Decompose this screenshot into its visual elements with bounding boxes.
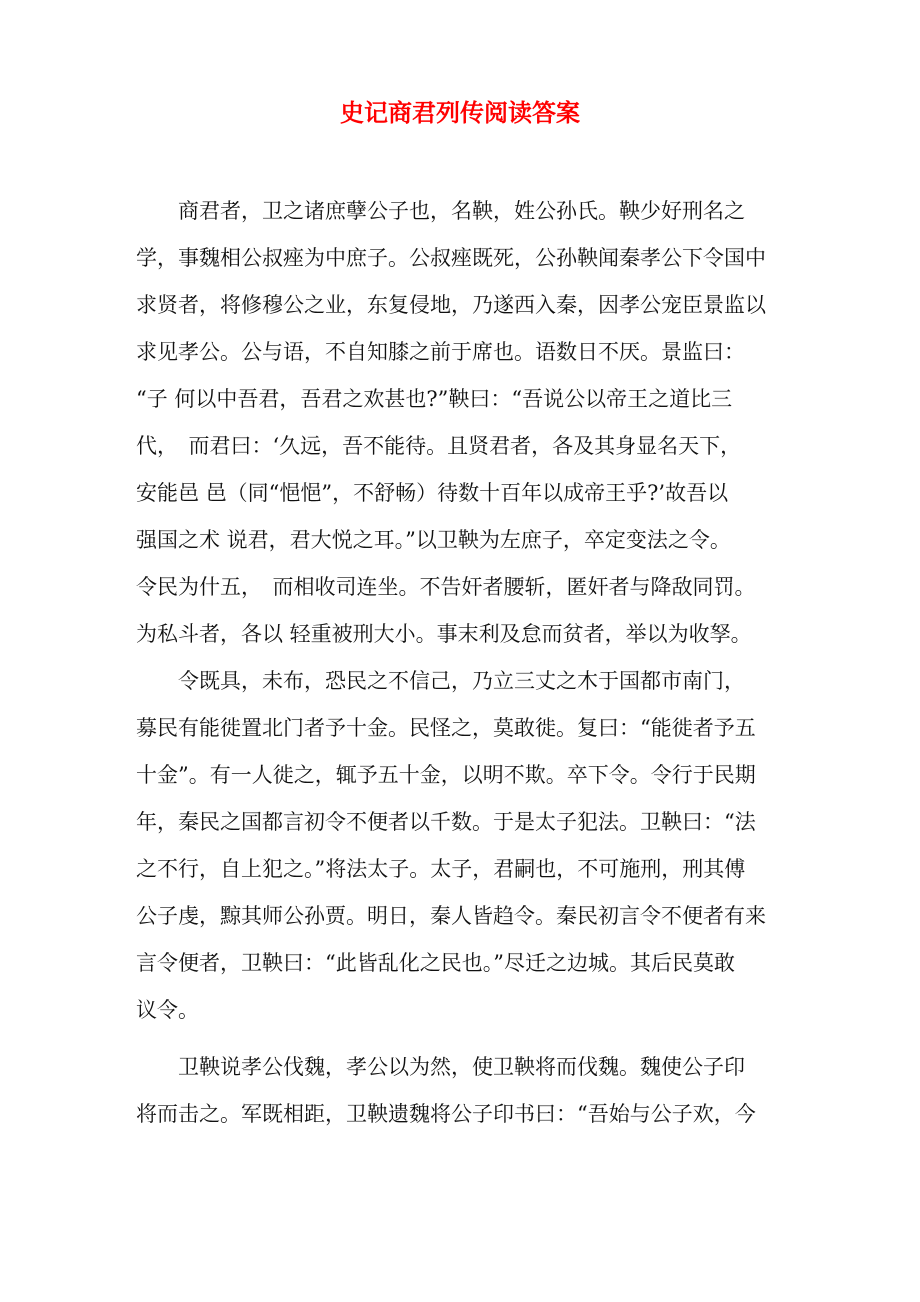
document-body bbox=[136, 188, 786, 1138]
paragraph-2 bbox=[136, 658, 786, 1034]
text-line: 议令。 bbox=[136, 998, 199, 1022]
text-line: 安能邑 邑（同“悒悒”，不舒畅）待数十百年以成帝王乎?’故吾以 bbox=[136, 481, 729, 505]
text-line: 令民为什五， 而相收司连坐。不告奸者腰斩，匿奸者与降敌同罚。 bbox=[136, 575, 756, 599]
text-line: 求贤者，将修穆公之业，东复侵地，乃遂西入秦，因孝公宠臣景监以 bbox=[136, 293, 766, 317]
text-line: 募民有能徙置北门者予十金。民怪之，莫敢徙。复曰：“能徙者予五 bbox=[136, 716, 756, 740]
text-line: 将而击之。军既相距，卫鞅遗魏将公子印书曰：“吾始与公子欢，今 bbox=[136, 1102, 756, 1126]
text-line: 商君者，卫之诸庶孽公子也，名鞅，姓公孙氏。鞅少好刑名之 bbox=[136, 199, 745, 223]
text-line: 学，事魏相公叔痤为中庶子。公叔痤既死，公孙鞅闻秦孝公下令国中 bbox=[136, 246, 766, 270]
text-line: 为私斗者，各以 轻重被刑大小。事末利及怠而贫者，举以为收孥。 bbox=[136, 622, 752, 646]
paragraph-gap bbox=[136, 1034, 786, 1044]
text-line: 言令便者，卫鞅曰：“此皆乱化之民也。”尽迁之边城。其后民莫敢 bbox=[136, 951, 735, 975]
paragraph-3 bbox=[136, 1044, 786, 1138]
paragraph-1 bbox=[136, 188, 786, 658]
text-line: 之不行，自上犯之。”将法太子。太子，君嗣也，不可施刑，刑其傅 bbox=[136, 857, 746, 881]
text-line: 年，秦民之国都言初令不便者以千数。于是太子犯法。卫鞅曰：“法 bbox=[136, 810, 756, 834]
text-line: “子 何以中吾君，吾君之欢甚也?”鞅曰：“吾说公以帝王之道比三 bbox=[136, 387, 733, 411]
text-line: 十金”。有一人徙之，辄予五十金，以明不欺。卒下令。令行于民期 bbox=[136, 763, 756, 787]
text-line: 卫鞅说孝公伐魏，孝公以为然，使卫鞅将而伐魏。魏使公子印 bbox=[136, 1055, 745, 1079]
text-line: 公子虔，黥其师公孙贾。明日，秦人皆趋令。秦民初言令不便者有来 bbox=[136, 904, 766, 928]
text-line: 求见孝公。公与语，不自知膝之前于席也。语数日不厌。景监曰： bbox=[136, 340, 745, 364]
text-line: 代， 而君曰：‘久远，吾不能待。且贤君者，各及其身显名天下， bbox=[136, 434, 742, 458]
document-title: 史记商君列传阅读答案 bbox=[340, 99, 580, 127]
text-line: 强国之术 说君，君大悦之耳。”以卫鞅为左庶子，卒定变法之令。 bbox=[136, 528, 731, 552]
text-line: 令既具，未布，恐民之不信己，乃立三丈之木于国都市南门， bbox=[136, 669, 745, 693]
